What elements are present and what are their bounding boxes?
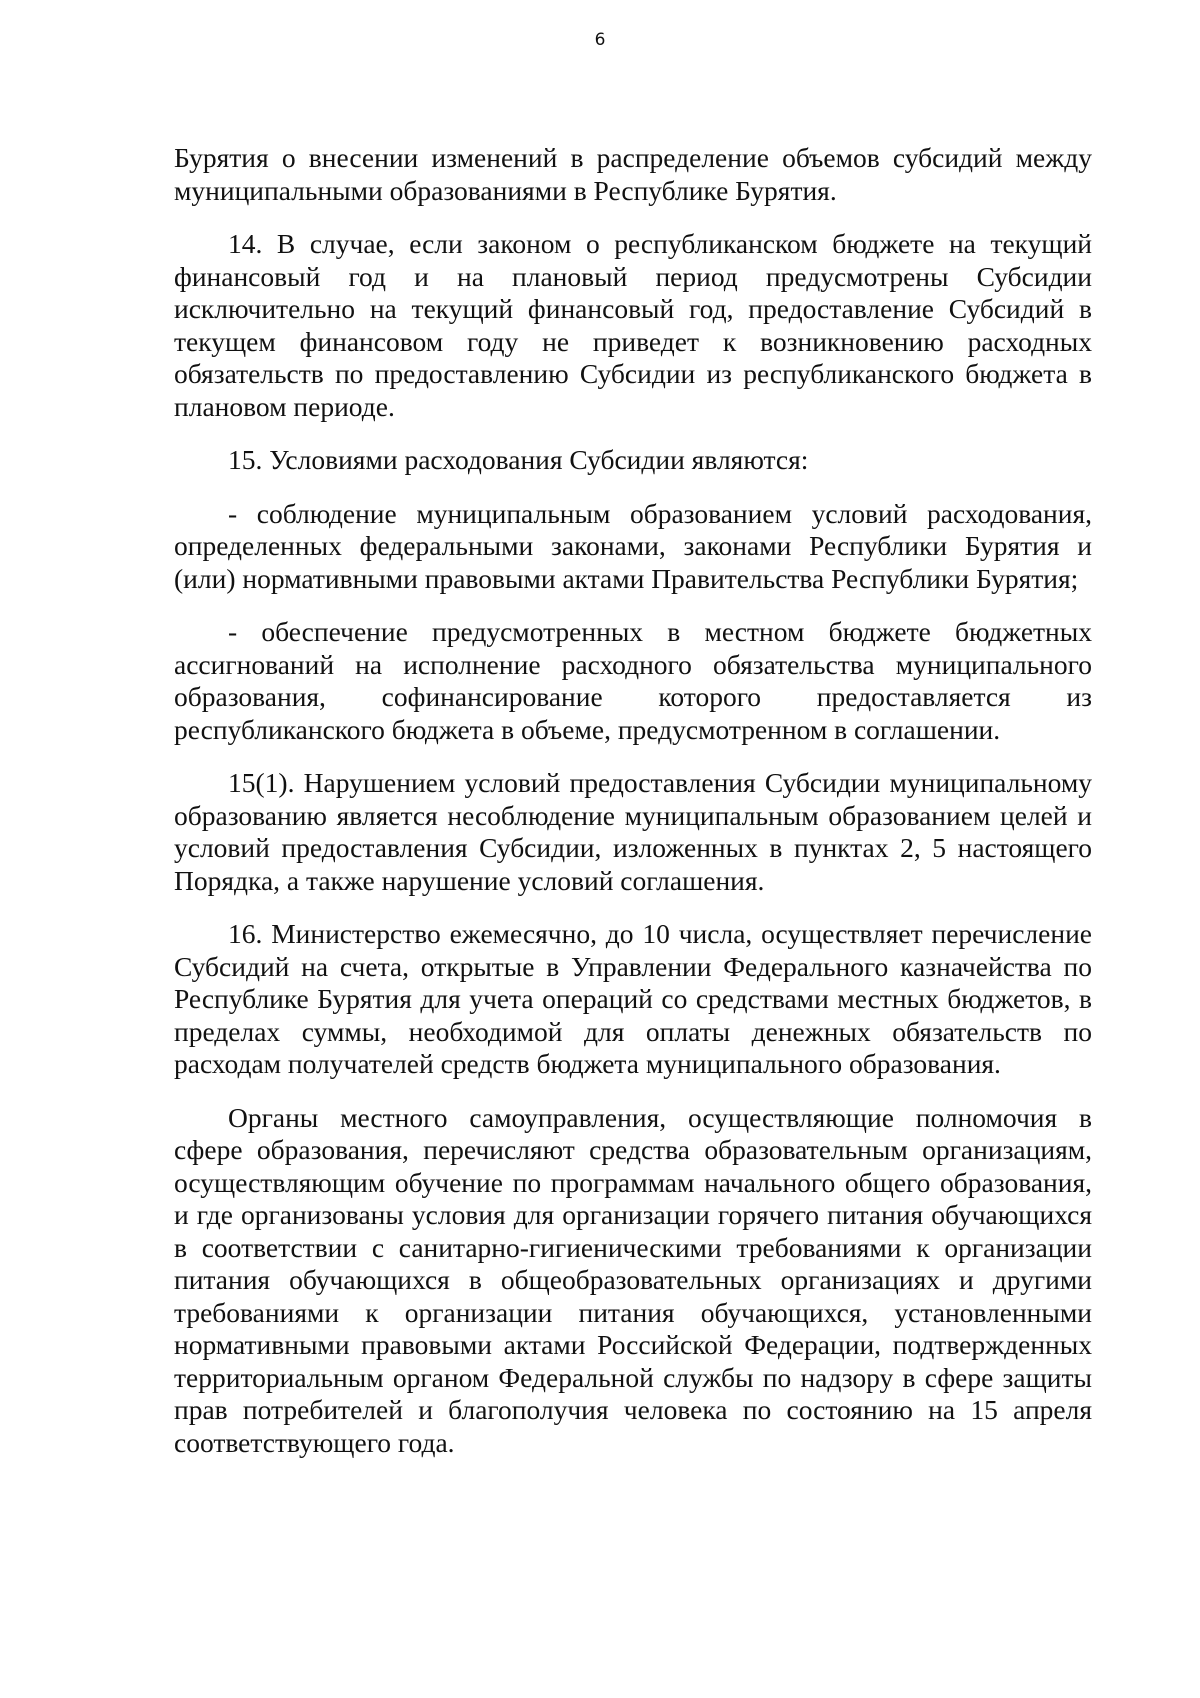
paragraph-15-item-1: - соблюдение муниципальным образованием условий расходования, определенных федеральными законами, законами Республики Бурятия и (или) нормативными правовыми актами Правительства Республики Бурятия; xyxy=(174,497,1092,594)
paragraph-continuation: Бурятия о внесении изменений в распределение объемов субсидий между муниципальными образованиями в Республике Бурятия. xyxy=(174,142,1092,206)
paragraph-16-part-2: Органы местного самоуправления, осуществляющие полномочия в сфере образования, перечисляют средства образовательным организациям, осуществляющим обучение по программам начального общего образования, и где организованы условия для организации горячего питания обучающихся в соответствии с санитарно-гигиеническими требованиями к организации питания обучающихся в общеобразовательных организациях и другими требованиями к организации питания обучающихся, установленными нормативными правовыми актами Российской Федерации, подтвержденных территориальным органом Федеральной службы по надзору в сфере защиты прав потребителей и благополучия человека по состоянию на 15 апреля соответствующего года. xyxy=(174,1101,1092,1458)
paragraph-15-1: 15(1). Нарушением условий предоставления Субсидии муниципальному образованию является несоблюдение муниципальным образованием целей и условий предоставления Субсидии, изложенных в пунктах 2, 5 настоящего Порядка, а также нарушение условий соглашения. xyxy=(174,767,1092,896)
paragraph-16: 16. Министерство ежемесячно, до 10 числа, осуществляет перечисление Субсидий на счета, открытые в Управлении Федерального казначейства по Республике Бурятия для учета операций со средствами местных бюджетов, в пределах суммы, необходимой для оплаты денежных обязательств по расходам получателей средств бюджета муниципального образования. xyxy=(174,918,1092,1079)
paragraph-15: 15. Условиями расходования Субсидии являются: xyxy=(228,444,809,475)
page-number: 6 xyxy=(594,30,606,50)
document-body xyxy=(174,142,1092,1480)
paragraph-15-item-2: - обеспечение предусмотренных в местном бюджете бюджетных ассигнований на исполнение расходного обязательства муниципального образования, софинансирование которого предоставляется из республиканского бюджета в объеме, предусмотренном в соглашении. xyxy=(174,616,1092,745)
paragraph-14: 14. В случае, если законом о республиканском бюджете на текущий финансовый год и на плановый период предусмотрены Субсидии исключительно на текущий финансовый год, предоставление Субсидий в текущем финансовом году не приведет к возникновению расходных обязательств по предоставлению Субсидии из республиканского бюджета в плановом периоде. xyxy=(174,228,1092,422)
